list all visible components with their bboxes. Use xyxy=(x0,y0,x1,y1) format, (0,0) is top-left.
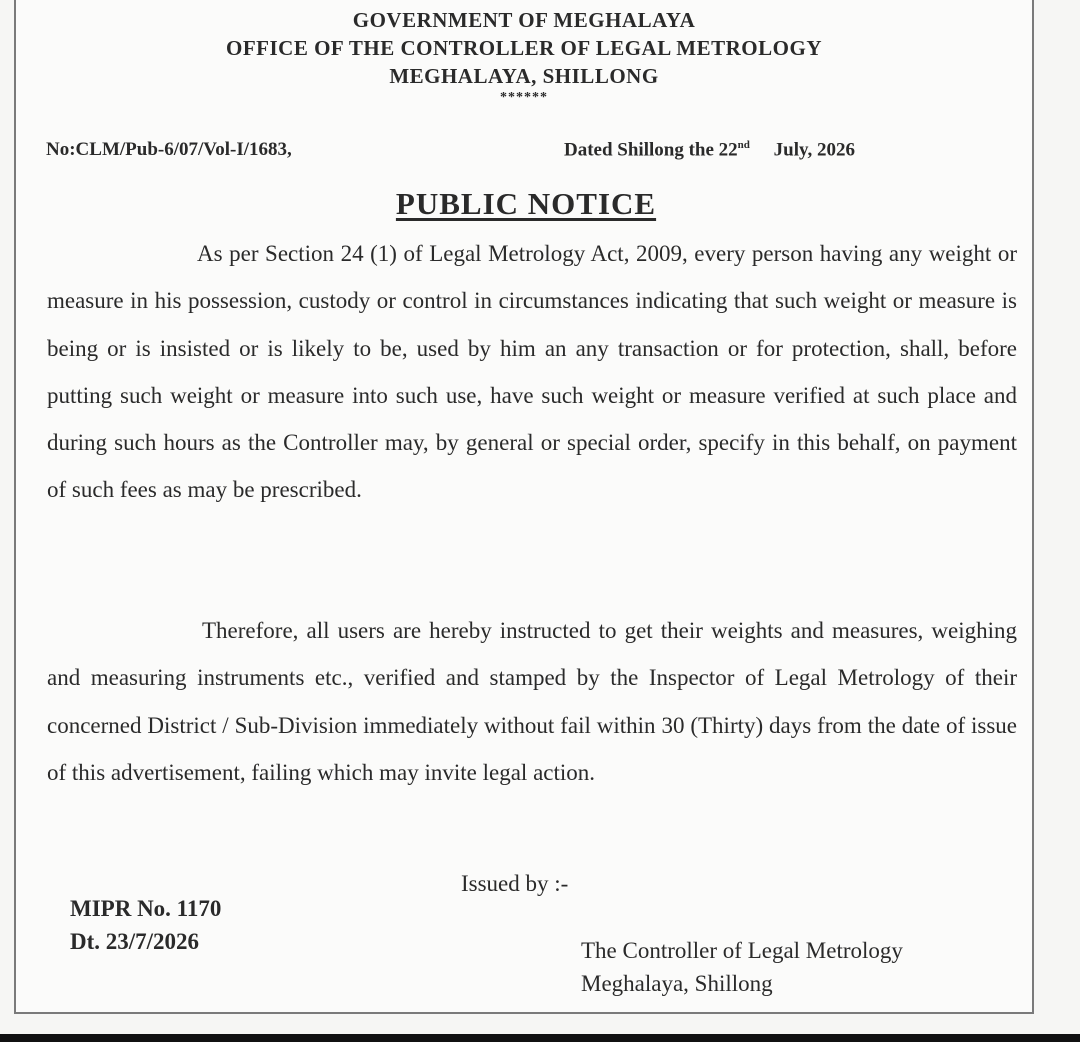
signatory-location: Meghalaya, Shillong xyxy=(581,971,773,996)
body-paragraph-1: As per Section 24 (1) of Legal Metrology Act, 2009, every person having any weight or measure in his possession, custody or control in circumstances indicating that such weight or measure is being or is insisted or is likely to be, used by him an any transaction or for protection, shall, before putting such weight or measure into such use, have such weight or measure verified at such place and during such hours as the Controller may, by general or special order, specify in this behalf, on payment of such fees as may be prescribed. xyxy=(47,241,1017,503)
government-name: GOVERNMENT OF MEGHALAYA xyxy=(352,8,696,32)
office-location: MEGHALAYA, SHILLONG xyxy=(389,64,659,88)
mipr-date: Dt. 23/7/2026 xyxy=(70,929,200,954)
reference-number: No:CLM/Pub-6/07/Vol-I/1683, xyxy=(46,139,292,160)
signatory-block xyxy=(581,934,903,1000)
notice-date xyxy=(564,139,855,161)
office-name: OFFICE OF THE CONTROLLER OF LEGAL METROLOGY xyxy=(226,36,822,60)
letterhead xyxy=(16,6,1032,106)
signatory-title: The Controller of Legal Metrology xyxy=(581,938,903,963)
bottom-edge-bar xyxy=(0,1034,1080,1042)
mipr-number: MIPR No. 1170 xyxy=(70,896,222,921)
body-paragraph-2: Therefore, all users are hereby instructed to get their weights and measures, weighing and measuring instruments etc., verified and stamped by the Inspector of Legal Metrology of their concerned District / Sub-Division immediately without fail within 30 (Thirty) days from the date of issue of this advertisement, failing which may invite legal action. xyxy=(47,618,1017,785)
issued-by-label: Issued by :- xyxy=(461,871,569,896)
mipr-block xyxy=(70,892,221,958)
notice-title: PUBLIC NOTICE xyxy=(395,186,657,221)
date-ordinal-suffix: nd xyxy=(737,139,750,151)
public-notice-document xyxy=(14,0,1034,1014)
date-month-year: July, 2026 xyxy=(773,139,855,161)
header-divider-stars: ****** xyxy=(500,90,548,105)
date-prefix: Dated Shillong the 22 xyxy=(564,139,738,161)
